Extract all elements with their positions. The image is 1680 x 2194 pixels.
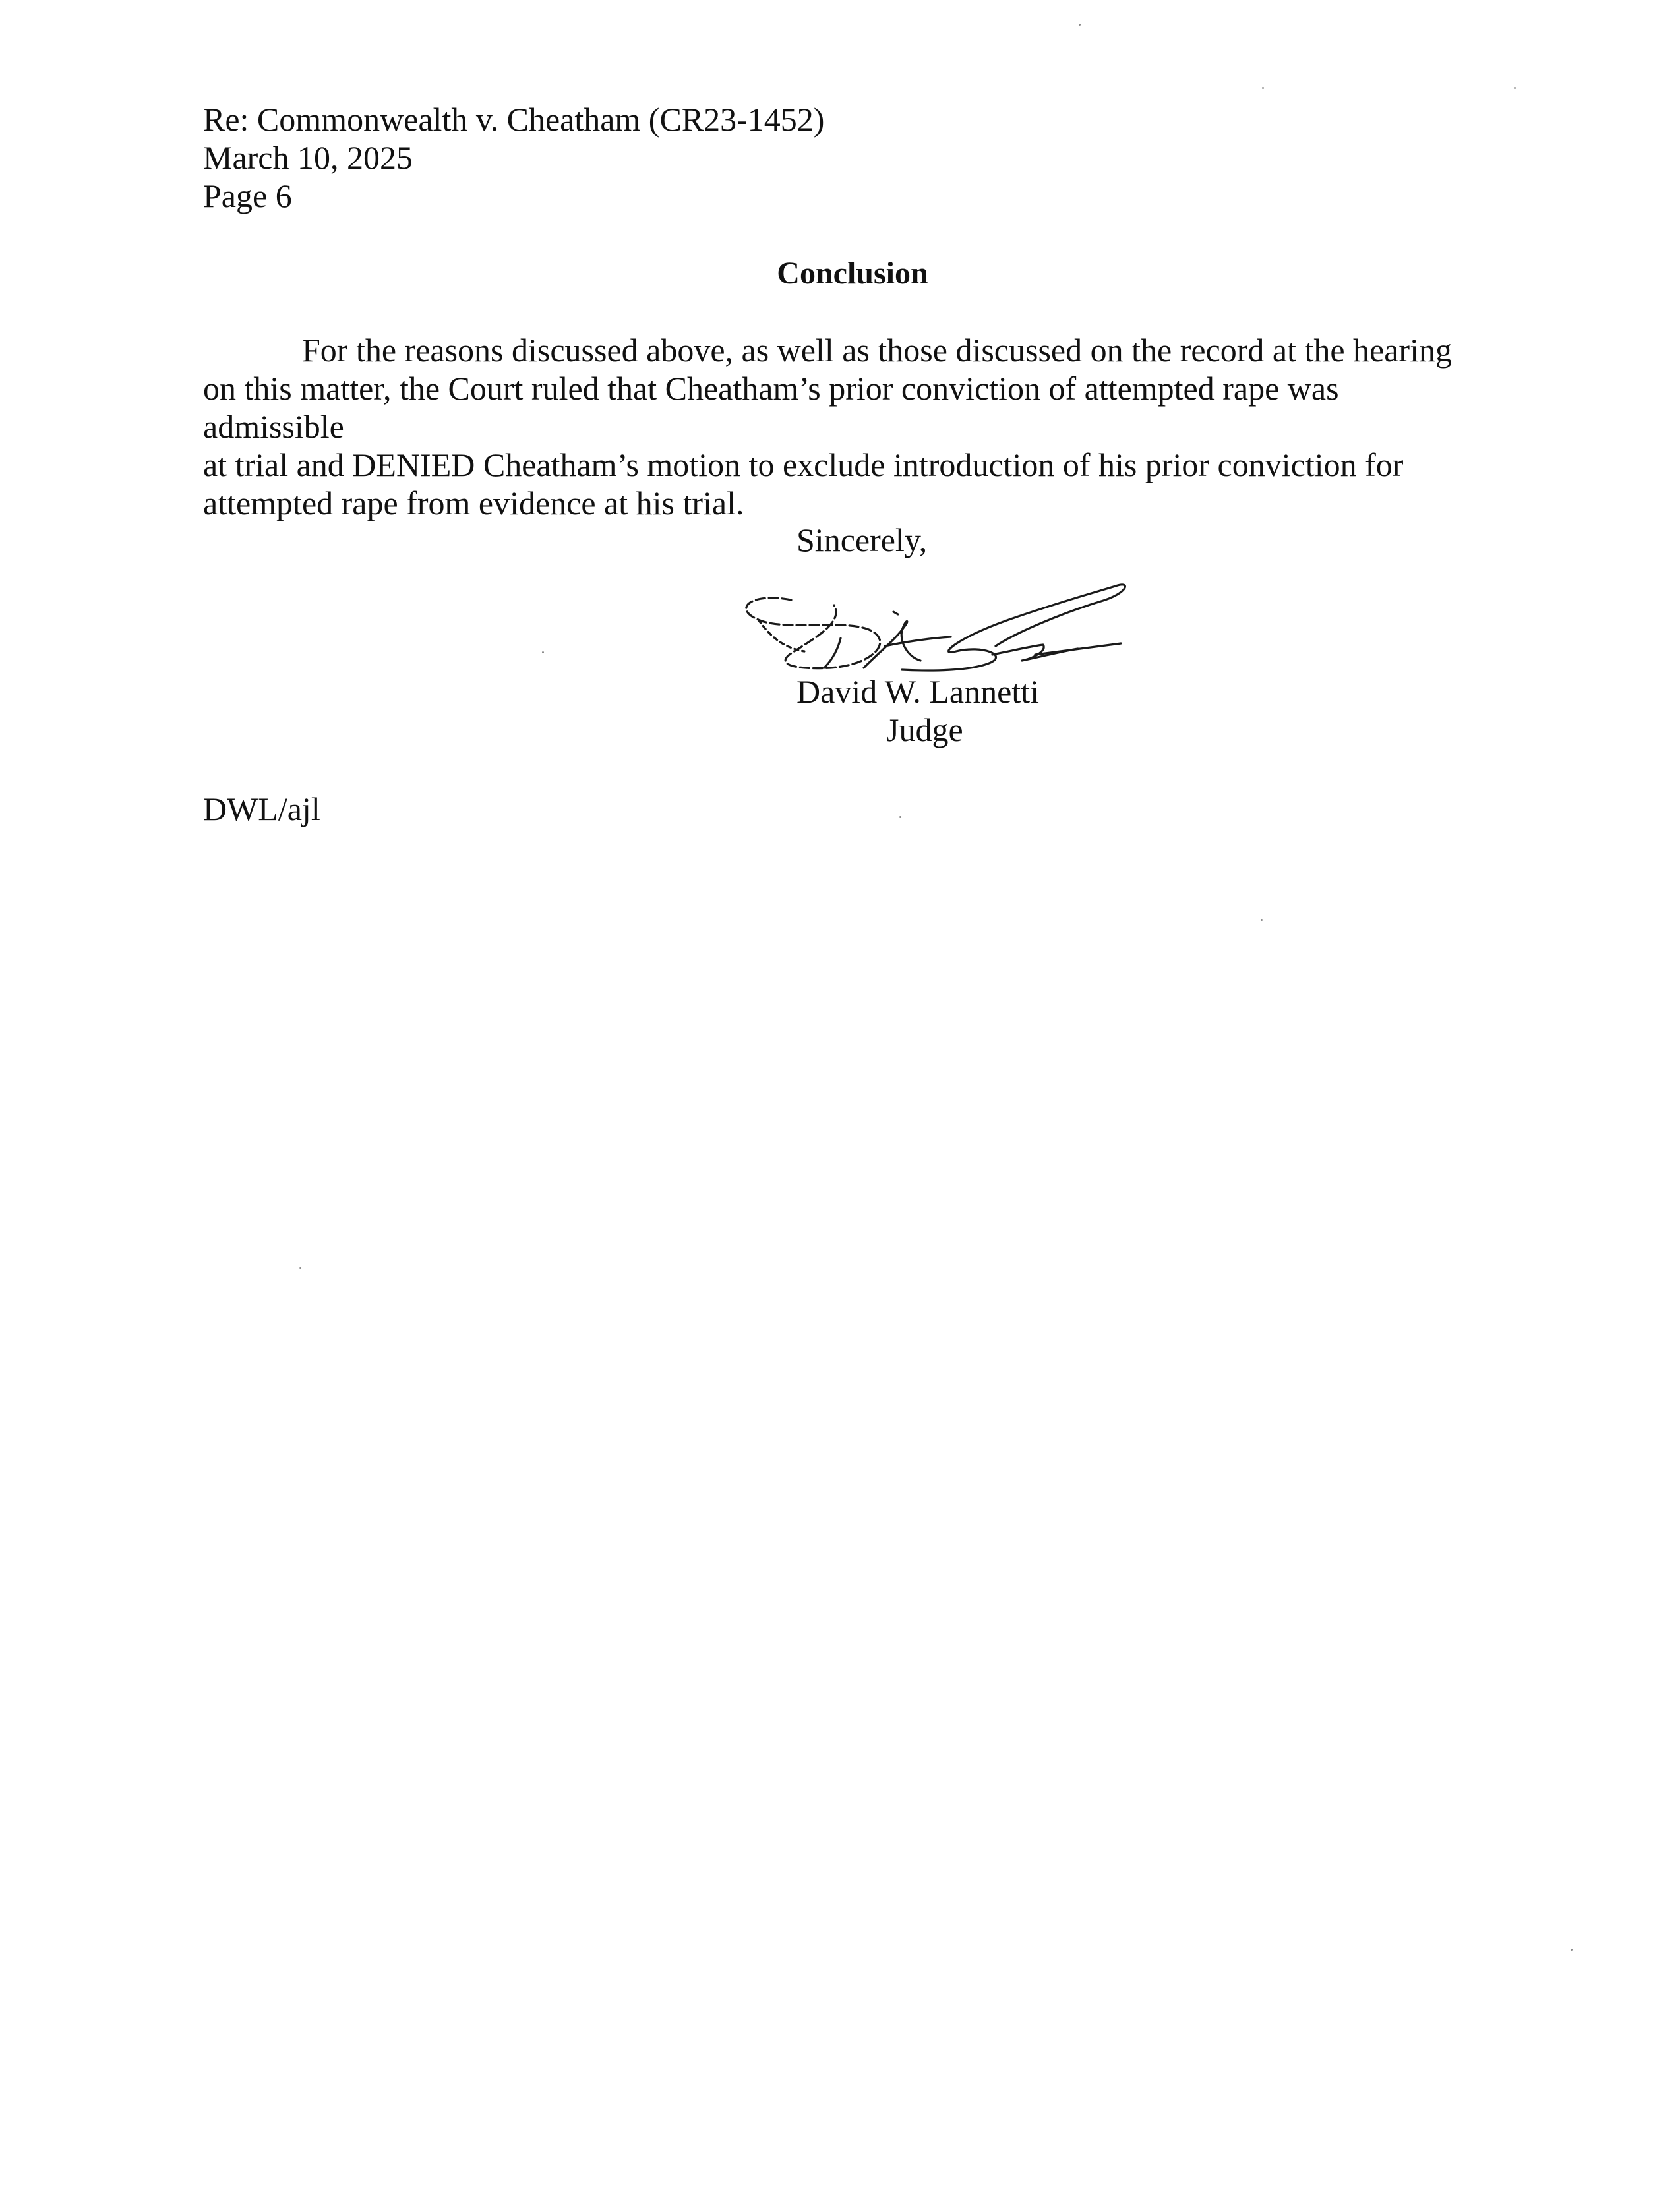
signer-title: Judge bbox=[886, 711, 963, 748]
scan-speck bbox=[1514, 87, 1516, 89]
page-number: Page 6 bbox=[203, 177, 292, 214]
signer-name: David W. Lannetti bbox=[796, 673, 1039, 710]
section-heading: Conclusion bbox=[777, 256, 928, 291]
closing-salutation: Sincerely, bbox=[796, 521, 928, 558]
typist-initials: DWL/ajl bbox=[203, 790, 320, 827]
scan-speck bbox=[299, 1267, 301, 1269]
letter-date: March 10, 2025 bbox=[203, 139, 413, 176]
scan-speck bbox=[542, 651, 544, 653]
body-paragraph: For the reasons discussed above, as well as those discussed on the record at the hearing on this matter, the Court ruled that Cheatham’s prior conviction of attempted rape was admissible at trial and DENIED Cheatham’s motion to exclude introduction of his prior conviction for attempted rape from evidence at his trial. bbox=[203, 332, 1452, 521]
re-line: Re: Commonwealth v. Cheatham (CR23-1452) bbox=[203, 101, 825, 138]
scan-speck bbox=[1261, 919, 1263, 921]
letter-header bbox=[203, 100, 824, 215]
scan-speck bbox=[1571, 1949, 1573, 1951]
scan-speck bbox=[1079, 24, 1081, 26]
scan-speck bbox=[1262, 87, 1264, 89]
scan-speck bbox=[899, 816, 901, 818]
